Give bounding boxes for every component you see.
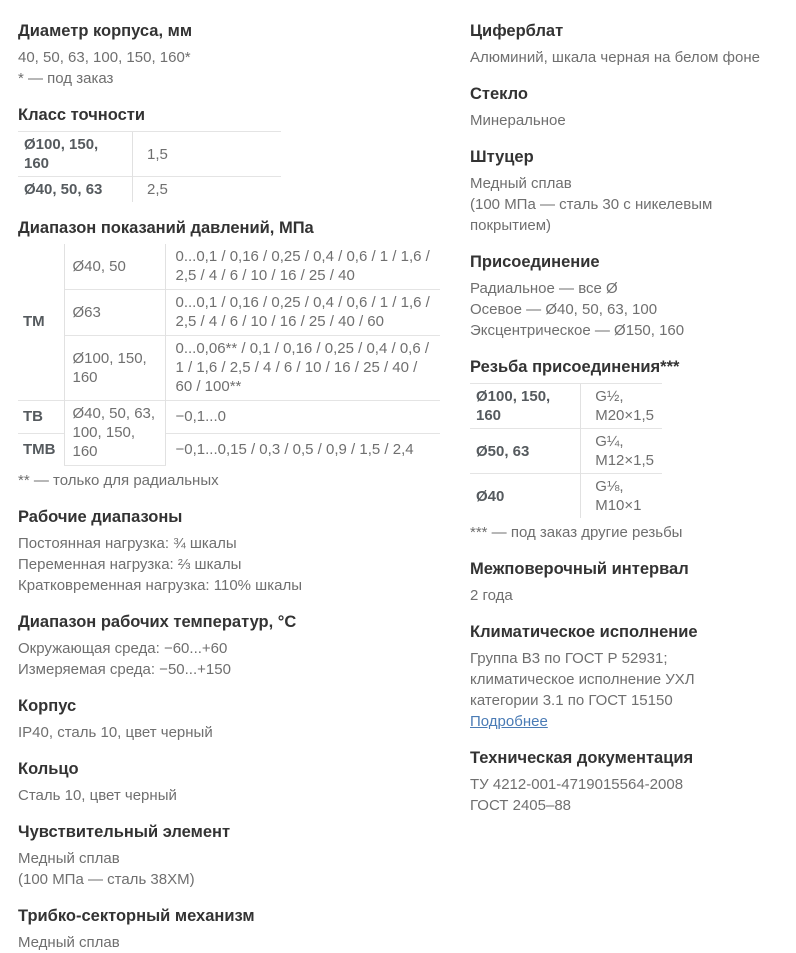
spec-text: ТУ 4212-001-4719015564-2008 bbox=[470, 776, 684, 793]
section-case bbox=[18, 695, 470, 743]
series-label-tmv: ТМВ bbox=[18, 433, 64, 465]
table-row bbox=[18, 132, 281, 177]
row-label: Ø40, 50, 63, 100, 150, 160 bbox=[64, 401, 165, 466]
section-accuracy-class bbox=[18, 104, 470, 202]
spec-text: Измеряемая среда: −50...+150 bbox=[18, 661, 231, 678]
row-value: −0,1...0 bbox=[165, 401, 440, 434]
section-pressure-ranges bbox=[18, 217, 470, 491]
row-value: 0...0,1 / 0,16 / 0,25 / 0,4 / 0,6 / 1 / 1,6 / 2,5 / 4 / 6 / 10 / 16 / 25 / 40 / 60 bbox=[165, 290, 440, 336]
section-title: Рабочие диапазоны bbox=[18, 508, 183, 526]
right-column bbox=[470, 20, 772, 857]
section-title: Присоединение bbox=[470, 253, 600, 271]
spec-text: Осевое — Ø40, 50, 63, 100 bbox=[470, 301, 658, 318]
footnote-text: *** — под заказ другие резьбы bbox=[470, 524, 683, 541]
spec-text: климатическое исполнение УХЛ bbox=[470, 671, 695, 688]
section-title: Диапазон рабочих температур, °С bbox=[18, 613, 297, 631]
spec-text: Группа В3 по ГОСТ Р 52931; bbox=[470, 650, 668, 667]
footnote-text: * — под заказ bbox=[18, 70, 114, 87]
row-value: G⅛, M10×1 bbox=[581, 474, 662, 519]
row-value: 0...0,1 / 0,16 / 0,25 / 0,4 / 0,6 / 1 / 1,6 / 2,5 / 4 / 6 / 10 / 16 / 25 / 40 bbox=[175, 248, 430, 284]
row-label: Ø40, 50 bbox=[64, 244, 165, 290]
spec-text: 2 года bbox=[470, 587, 513, 604]
table-row bbox=[470, 474, 662, 519]
spec-text: Медный сплав bbox=[18, 934, 120, 951]
section-connection-thread bbox=[470, 356, 772, 543]
spec-text: Медный сплав bbox=[18, 850, 120, 867]
spec-text: Постоянная нагрузка: ¾ шкалы bbox=[18, 535, 237, 552]
spec-text: Кратковременная нагрузка: 110% шкалы bbox=[18, 577, 302, 594]
series-label-tv: ТВ bbox=[18, 401, 64, 434]
section-glass bbox=[470, 83, 772, 131]
row-value: G½, M20×1,5 bbox=[581, 384, 662, 429]
accuracy-table bbox=[18, 131, 281, 202]
row-value: 2,5 bbox=[133, 177, 282, 203]
spec-text: Эксцентрическое — Ø150, 160 bbox=[470, 322, 685, 339]
pressure-ranges-table bbox=[18, 244, 440, 466]
section-dial bbox=[470, 20, 772, 68]
left-column bbox=[18, 20, 470, 951]
row-value: 1,5 bbox=[133, 132, 282, 177]
section-title: Чувствительный элемент bbox=[18, 823, 231, 841]
section-title: Класс точности bbox=[18, 106, 146, 124]
row-label: Ø100, 150, 160 bbox=[470, 384, 581, 429]
spec-text: Минеральное bbox=[470, 112, 566, 129]
table-row bbox=[18, 177, 281, 203]
table-row bbox=[18, 290, 440, 336]
spec-text: (100 МПа — сталь 30 с никелевым покрытием) bbox=[470, 196, 713, 234]
row-value: G¼, M12×1,5 bbox=[581, 429, 662, 474]
section-temperature-range bbox=[18, 611, 470, 680]
row-label: Ø40, 50, 63 bbox=[18, 177, 133, 203]
spec-text: IP40, сталь 10, цвет черный bbox=[18, 724, 213, 741]
section-case-diameter bbox=[18, 20, 470, 89]
section-title: Межповерочный интервал bbox=[470, 560, 689, 578]
table-row bbox=[18, 336, 440, 401]
table-row bbox=[18, 244, 440, 290]
row-value: 0...0,06** / 0,1 / 0,16 / 0,25 / 0,4 / 0,6 / 1 / 1,6 / 2,5 / 4 / 6 / 10 / 16 / 25 / 40 / 60 / 100** bbox=[165, 336, 440, 401]
section-sensing-element bbox=[18, 821, 470, 890]
spec-text: Переменная нагрузка: ⅔ шкалы bbox=[18, 556, 242, 573]
section-title: Техническая документация bbox=[470, 749, 694, 767]
row-label: Ø40 bbox=[470, 474, 581, 519]
section-climate bbox=[470, 621, 772, 732]
thread-table bbox=[470, 383, 662, 518]
footnote-text: ** — только для радиальных bbox=[18, 472, 219, 489]
more-details-link[interactable]: Подробнее bbox=[470, 713, 548, 730]
row-value: −0,1...0,15 / 0,3 / 0,5 / 0,9 / 1,5 / 2,4 bbox=[165, 433, 440, 465]
spec-text: Сталь 10, цвет черный bbox=[18, 787, 177, 804]
section-title: Климатическое исполнение bbox=[470, 623, 698, 641]
spec-text: 40, 50, 63, 100, 150, 160* bbox=[18, 49, 191, 66]
section-title: Диапазон показаний давлений, МПа bbox=[18, 219, 314, 237]
section-ring bbox=[18, 758, 470, 806]
row-label: Ø100, 150, 160 bbox=[18, 132, 133, 177]
spec-text: Алюминий, шкала черная на белом фоне bbox=[470, 49, 760, 66]
section-title: Резьба присоединения*** bbox=[470, 358, 680, 376]
section-title: Стекло bbox=[470, 85, 528, 103]
section-title: Кольцо bbox=[18, 760, 79, 778]
section-mechanism bbox=[18, 905, 470, 953]
table-row bbox=[470, 429, 662, 474]
spec-text: (100 МПа — сталь 38ХМ) bbox=[18, 871, 195, 888]
section-calibration-interval bbox=[470, 558, 772, 606]
section-title: Штуцер bbox=[470, 148, 534, 166]
section-title: Корпус bbox=[18, 697, 77, 715]
section-documentation bbox=[470, 747, 772, 816]
row-label: Ø63 bbox=[64, 290, 165, 336]
section-connection bbox=[470, 251, 772, 341]
section-title: Трибко-секторный механизм bbox=[18, 907, 255, 925]
spec-text: Медный сплав bbox=[470, 175, 572, 192]
row-label: Ø100, 150, 160 bbox=[64, 336, 165, 401]
spec-text: категории 3.1 по ГОСТ 15150 bbox=[470, 692, 673, 709]
spec-text: Окружающая среда: −60...+60 bbox=[18, 640, 228, 657]
table-row bbox=[18, 401, 440, 434]
section-title: Циферблат bbox=[470, 22, 564, 40]
section-working-ranges bbox=[18, 506, 470, 596]
spec-text: ГОСТ 2405–88 bbox=[470, 797, 572, 814]
series-label-tm: ТМ bbox=[23, 313, 45, 330]
spec-text: Радиальное — все Ø bbox=[470, 280, 618, 297]
table-row bbox=[470, 384, 662, 429]
section-title: Диаметр корпуса, мм bbox=[18, 22, 193, 40]
row-label: Ø50, 63 bbox=[470, 429, 581, 474]
section-fitting bbox=[470, 146, 772, 236]
